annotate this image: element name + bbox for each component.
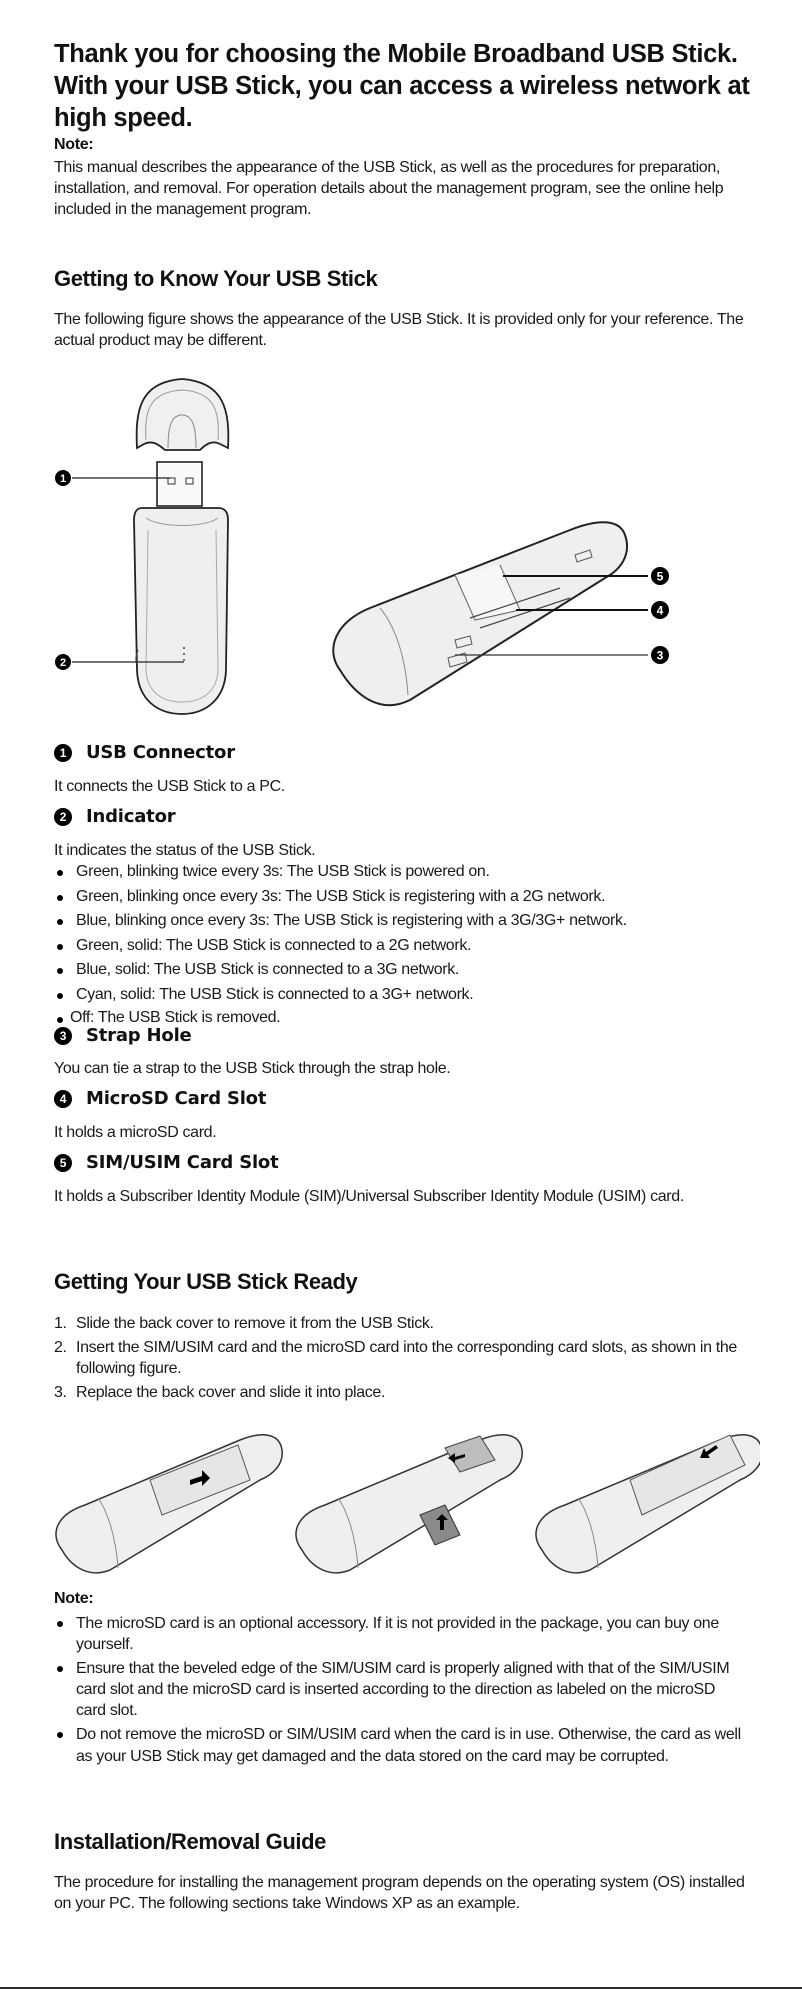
step-remove-cover-illustration [56, 1435, 282, 1573]
item-text-sim-slot: It holds a Subscriber Identity Module (SIM)/Universal Subscriber Identity Module (USIM) card. [54, 1188, 684, 1205]
card-installation-figure [50, 1420, 760, 1575]
item-heading-microsd-slot [54, 1088, 266, 1109]
usb-stick-back-figure [320, 510, 760, 720]
step-insert-cards-illustration [296, 1435, 522, 1573]
item-title: Strap Hole [86, 1025, 192, 1046]
item-text-microsd-slot: It holds a microSD card. [54, 1124, 217, 1141]
step-text: Replace the back cover and slide it into place. [76, 1384, 386, 1401]
item-text-strap-hole: You can tie a strap to the USB Stick through the strap hole. [54, 1060, 451, 1077]
ready-note-label: Note: [54, 1590, 94, 1607]
item-title: USB Connector [86, 742, 235, 763]
item-text-usb-connector: It connects the USB Stick to a PC. [54, 778, 285, 795]
section-heading-ready: Getting Your USB Stick Ready [54, 1269, 358, 1294]
section-heading-install: Installation/Removal Guide [54, 1829, 326, 1854]
indicator-state-item: Green, blinking twice every 3s: The USB Stick is powered on. [54, 860, 754, 885]
step-item [54, 1337, 744, 1379]
callout-1-label: 1 [59, 473, 67, 485]
section-heading-know: Getting to Know Your USB Stick [54, 266, 378, 291]
item-title: SIM/USIM Card Slot [86, 1152, 279, 1173]
indicator-state-item: Blue, blinking once every 3s: The USB Stick is registering with a 3G/3G+ network. [54, 909, 754, 934]
callout-5-label: 5 [656, 569, 664, 584]
number-3-icon: 3 [54, 1027, 72, 1045]
step-text: Insert the SIM/USIM card and the microSD card into the corresponding card slots, as shown in the following figure. [76, 1339, 737, 1377]
step-replace-cover-illustration [536, 1435, 760, 1573]
number-5-icon: 5 [54, 1154, 72, 1172]
install-intro-text: The procedure for installing the management program depends on the operating system (OS) installed on your PC. The following sections take Windows XP as an example. [54, 1874, 745, 1912]
item-heading-usb-connector [54, 742, 235, 763]
callout-2-label: 2 [59, 657, 67, 669]
item-heading-strap-hole [54, 1025, 192, 1046]
item-heading-indicator [54, 806, 175, 827]
intro-note-label: Note: [54, 136, 94, 153]
step-number: 1. [54, 1315, 67, 1332]
note-item: Do not remove the microSD or SIM/USIM card when the card is in use. Otherwise, the card as well as your USB Stick may get damaged and the data stored on the card may be corrupted. [54, 1724, 746, 1768]
indicator-state-item: Off: The USB Stick is removed. [54, 1007, 754, 1028]
step-number: 3. [54, 1384, 67, 1401]
note-item: Ensure that the beveled edge of the SIM/USIM card is properly aligned with that of the SIM/USIM card slot and the microSD card is inserted according to the direction as labeled on the microSD card slot. [54, 1658, 746, 1721]
callout-3-label: 3 [656, 648, 664, 663]
item-title: MicroSD Card Slot [86, 1088, 267, 1109]
indicator-state-item: Cyan, solid: The USB Stick is connected to a 3G+ network. [54, 983, 754, 1008]
intro-note-text: This manual describes the appearance of the USB Stick, as well as the procedures for preparation, installation, and removal. For operation details about the management program, see the online help included in the management program. [54, 159, 724, 218]
indicator-state-item: Green, blinking once every 3s: The USB Stick is registering with a 2G network. [54, 885, 754, 910]
indicator-states-list [54, 860, 754, 1028]
number-4-icon: 4 [54, 1090, 72, 1108]
item-heading-sim-slot [54, 1152, 279, 1173]
step-number: 2. [54, 1339, 67, 1356]
step-item [54, 1313, 744, 1334]
callout-4-label: 4 [656, 603, 664, 618]
indicator-state-item: Green, solid: The USB Stick is connected to a 2G network. [54, 934, 754, 959]
indicator-state-item: Blue, solid: The USB Stick is connected to a 3G network. [54, 958, 754, 983]
know-intro-text: The following figure shows the appearance of the USB Stick. It is provided only for your reference. The actual product may be different. [54, 311, 744, 349]
item-title: Indicator [86, 806, 176, 827]
note-item: The microSD card is an optional accessory. If it is not provided in the package, you can buy one yourself. [54, 1613, 746, 1655]
usb-stick-front-figure [0, 370, 330, 720]
number-1-icon: 1 [54, 744, 72, 762]
item-text-indicator: It indicates the status of the USB Stick. [54, 842, 316, 859]
number-2-icon: 2 [54, 808, 72, 826]
ready-notes-list [54, 1613, 746, 1768]
page-title: Thank you for choosing the Mobile Broadband USB Stick. With your USB Stick, you can access a wireless network at high speed. [54, 40, 750, 132]
ready-steps-list [54, 1313, 744, 1406]
step-text: Slide the back cover to remove it from the USB Stick. [76, 1315, 434, 1332]
step-item [54, 1382, 744, 1403]
